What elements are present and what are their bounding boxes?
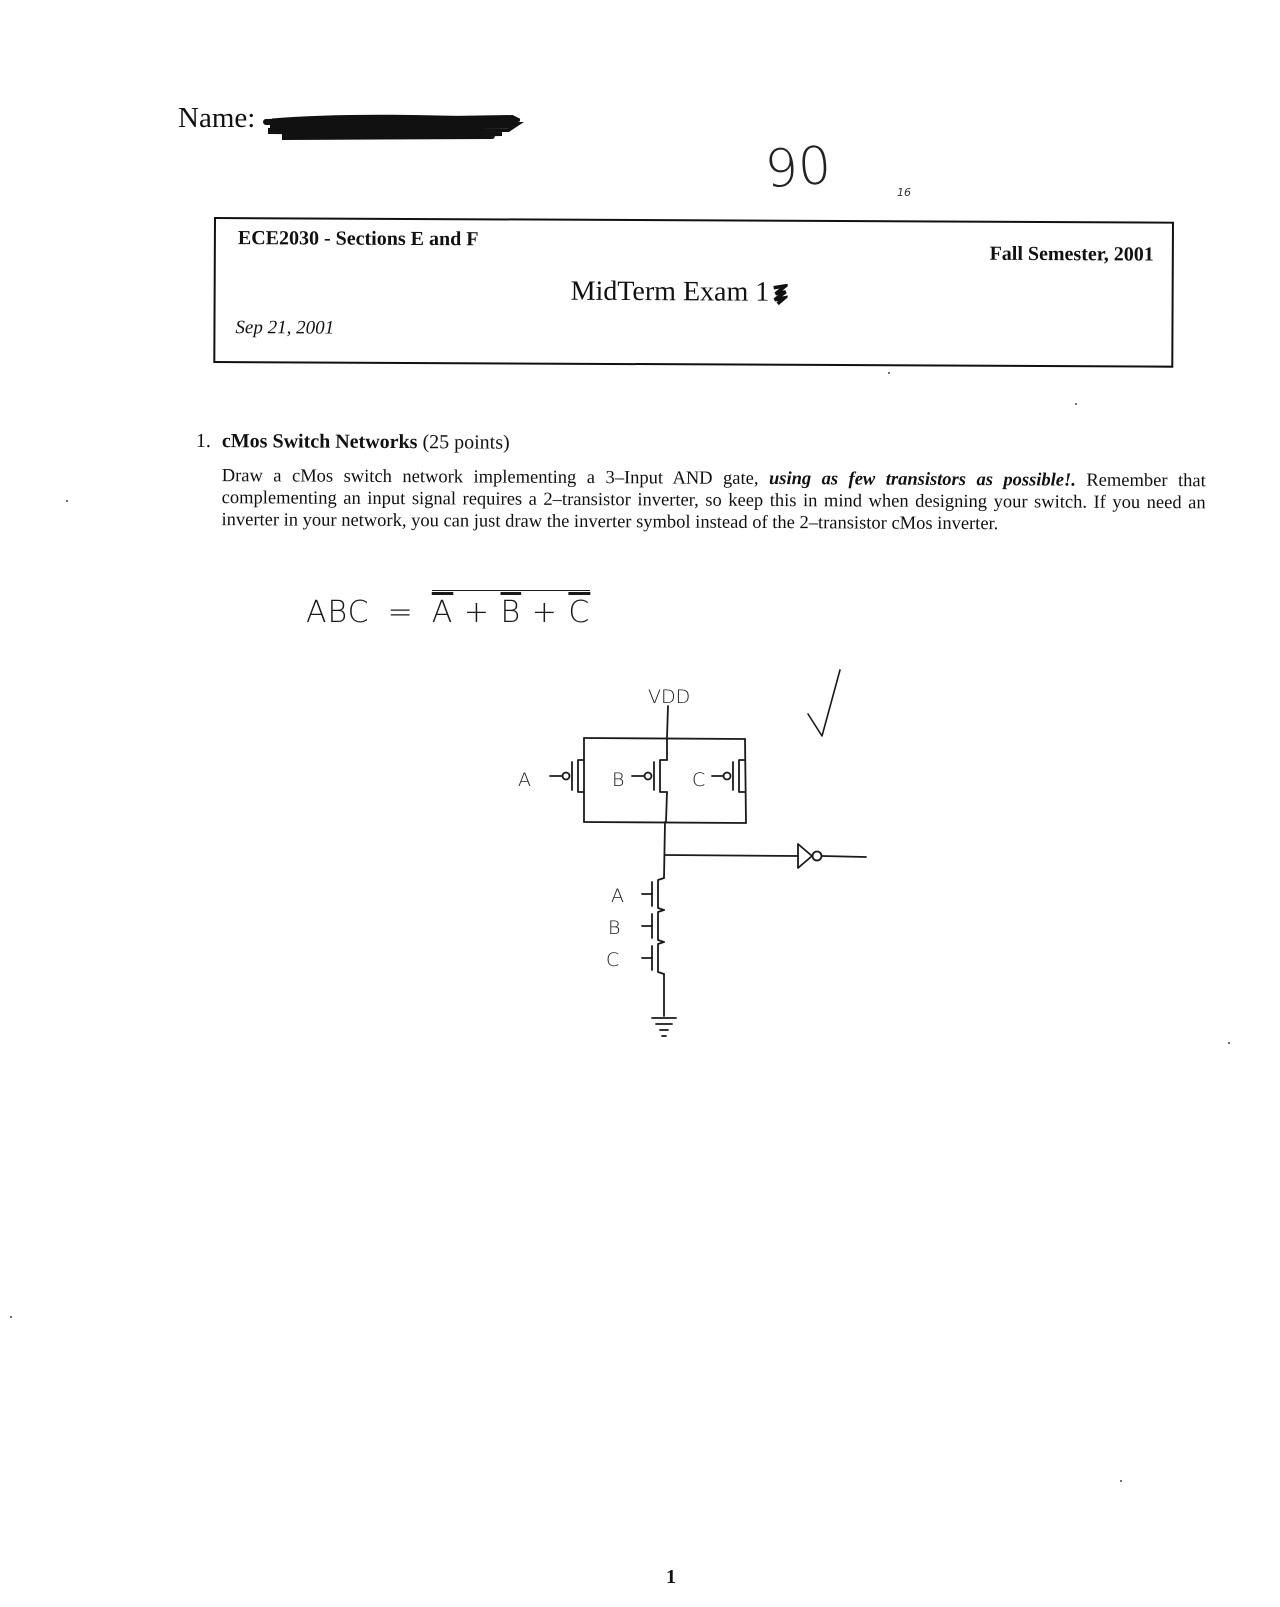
question-title: cMos Switch Networks: [221, 430, 418, 454]
pulldown-input-c: C: [606, 949, 620, 971]
question-number: 1.: [195, 430, 211, 453]
exam-date: Sep 21, 2001: [235, 317, 335, 339]
semester-label: Fall Semester, 2001: [989, 242, 1154, 266]
equation-term-c: $\overline{C}$: [568, 595, 591, 630]
name-label: Name:: [178, 102, 256, 134]
nmos-a: [642, 878, 664, 910]
pullup-right-wire: [745, 739, 746, 823]
vdd-wire: [667, 706, 668, 738]
check-mark: [808, 670, 840, 736]
inverter-symbol: [798, 844, 866, 868]
handwritten-score: 90: [762, 135, 834, 201]
scan-speck: [888, 372, 890, 374]
page-number: 1: [666, 1566, 676, 1588]
pmos-a: [550, 760, 584, 792]
pulldown-input-b: B: [608, 917, 621, 939]
scan-speck: [66, 500, 68, 502]
nmos-b: [642, 910, 664, 942]
nmos-c: [642, 942, 664, 974]
scan-speck: [1075, 403, 1077, 405]
course-label: ECE2030 - Sections E and F: [237, 227, 479, 251]
question-body-part1: Draw a cMos switch network implementing a 3–Input AND gate,: [221, 466, 770, 490]
pulldown-input-a: A: [611, 885, 624, 907]
question-body-emphasis: using as few transistors as possible!.: [768, 469, 1076, 491]
output-node-wire: [664, 822, 665, 878]
scan-speck: [1120, 1480, 1122, 1482]
pullup-input-a: A: [518, 769, 531, 791]
equation-equals: =: [387, 595, 414, 630]
pullup-input-b: B: [612, 769, 625, 791]
pullup-top-bus: [584, 738, 745, 739]
pullup-input-c: C: [692, 769, 706, 791]
equation-plus-2: +: [531, 595, 558, 630]
scan-speck: [10, 1316, 12, 1318]
pmos-c: [712, 760, 745, 792]
equation-term-b: $\overline{B}$: [500, 595, 522, 630]
question-body-part2: Remember that complementing an input signal requires a 2–transistor inverter, so keep this in mind when designing your switch. If you need an inverter in your network, you can just draw the inverter symbol instead of the 2–transistor cMos inverter.: [221, 470, 1206, 535]
exam-title-text: MidTerm Exam 1: [570, 275, 770, 308]
pullup-middle-wire: [666, 738, 667, 822]
equation-term-a: $\overline{A}$: [431, 595, 454, 630]
equation-plus-1: +: [463, 595, 490, 630]
scan-speck: [1228, 1042, 1230, 1044]
vdd-label: VDD: [648, 686, 691, 708]
handwritten-small-mark: 16: [897, 186, 911, 199]
ground-symbol: [652, 1018, 676, 1036]
output-wire: [665, 855, 798, 856]
pmos-b: [632, 760, 667, 792]
question-points: (25 points): [422, 431, 510, 454]
equation-lhs: ABC: [306, 595, 370, 630]
